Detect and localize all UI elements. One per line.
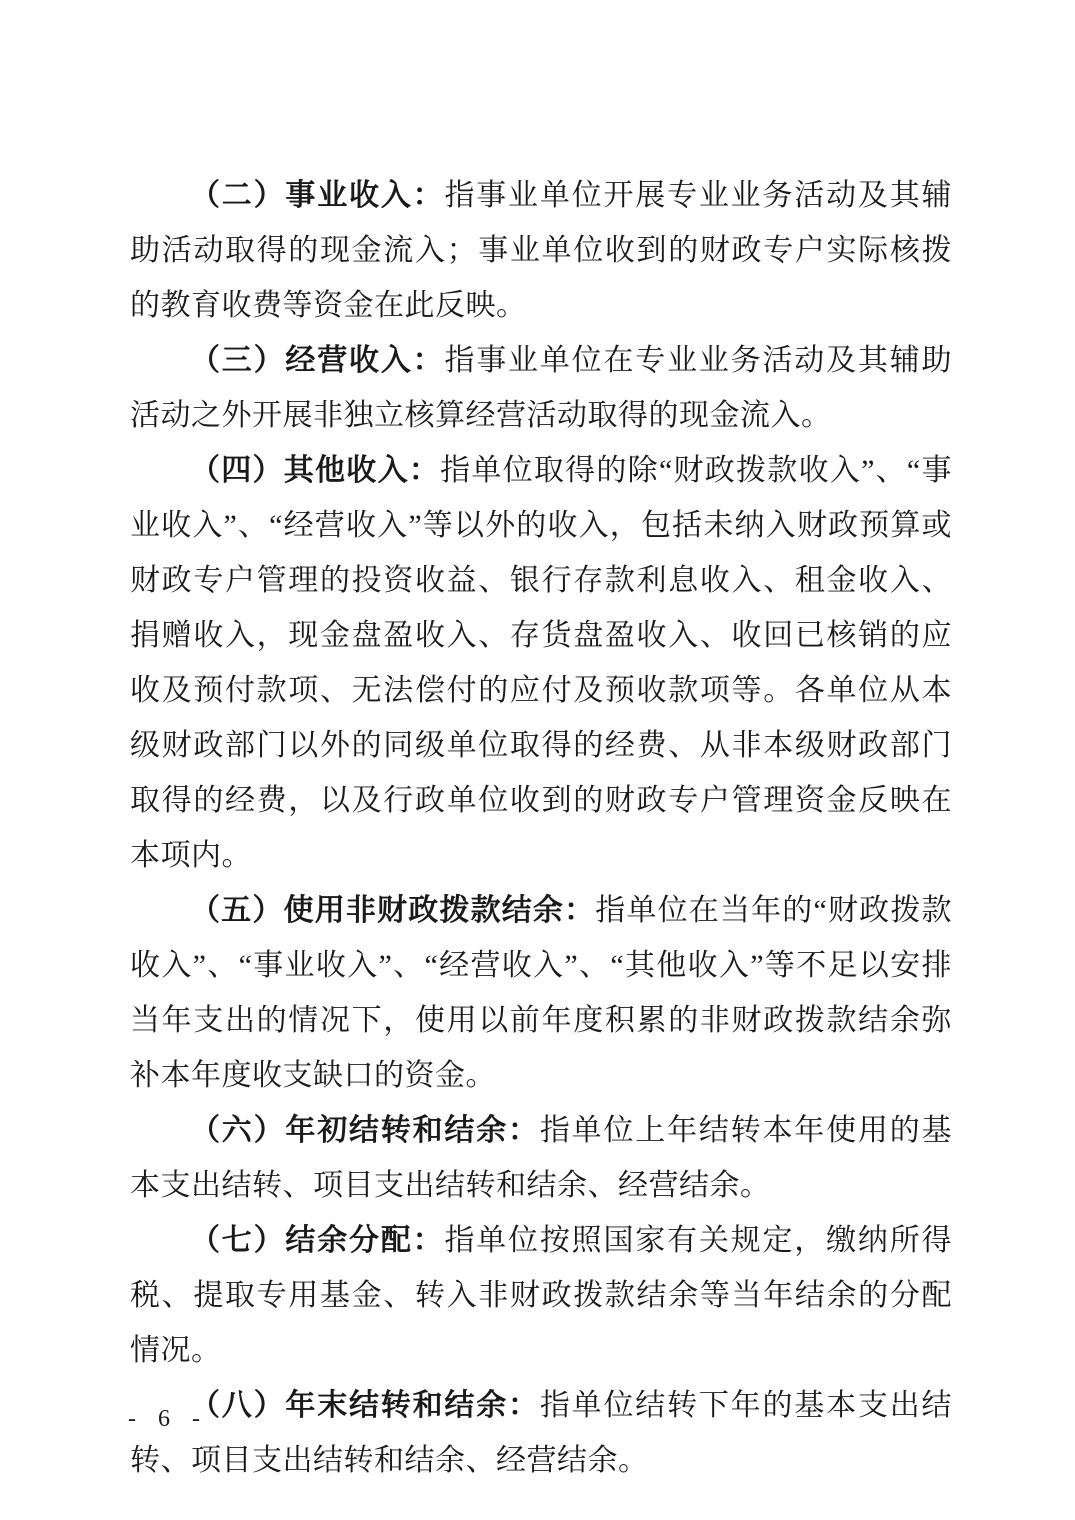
paragraph-text: 指单位按照国家有关规定，缴纳所得税、提取专用基金、转入非财政拨款结余等当年结余的分配情况。 — [130, 1224, 953, 1367]
paragraph-label: （三）经营收入： — [190, 344, 445, 377]
paragraph — [130, 1378, 952, 1488]
paragraph-text: 指事业单位开展专业业务活动及其辅助活动取得的现金流入；事业单位收到的财政专户实际核拨的教育收费等资金在此反映。 — [130, 179, 953, 322]
paragraph-label: （八）年末结转和结余： — [190, 1389, 540, 1422]
document-body — [130, 168, 952, 1488]
paragraph-label: （五）使用非财政拨款结余： — [190, 894, 596, 927]
paragraph — [130, 1103, 952, 1213]
paragraph-label: （六）年初结转和结余： — [190, 1114, 540, 1147]
paragraph — [130, 168, 952, 333]
paragraph-text: 指单位结转下年的基本支出结转、项目支出结转和结余、经营结余。 — [130, 1389, 953, 1477]
paragraph — [130, 883, 952, 1103]
paragraph — [130, 333, 952, 443]
paragraph — [130, 443, 952, 883]
page-number: - 6 - — [128, 1406, 208, 1432]
paragraph-label: （七）结余分配： — [190, 1224, 445, 1257]
paragraph-label: （四）其他收入： — [190, 454, 441, 487]
paragraph-text: 指单位上年结转本年使用的基本支出结转、项目支出结转和结余、经营结余。 — [130, 1114, 953, 1202]
paragraph-text: 指事业单位在专业业务活动及其辅助活动之外开展非独立核算经营活动取得的现金流入。 — [130, 344, 953, 432]
paragraph — [130, 1213, 952, 1378]
paragraph-label: （二）事业收入： — [190, 179, 445, 212]
paragraph-text: 指单位取得的除“财政拨款收入”、“事业收入”、“经营收入”等以外的收入，包括未纳入财政预算或财政专户管理的投资收益、银行存款利息收入、租金收入、捐赠收入，现金盘盈收入、存货盘盈收入、收回已核销的应收及预付款项、无法偿付的应付及预收款项等。各单位从本级财政部门以外的同级单位取得的经费、从非本级财政部门取得的经费，以及行政单位收到的财政专户管理资金反映在本项内。 — [130, 454, 953, 872]
paragraph-text: 指单位在当年的“财政拨款收入”、“事业收入”、“经营收入”、“其他收入”等不足以安排当年支出的情况下，使用以前年度积累的非财政拨款结余弥补本年度收支缺口的资金。 — [130, 894, 952, 1092]
